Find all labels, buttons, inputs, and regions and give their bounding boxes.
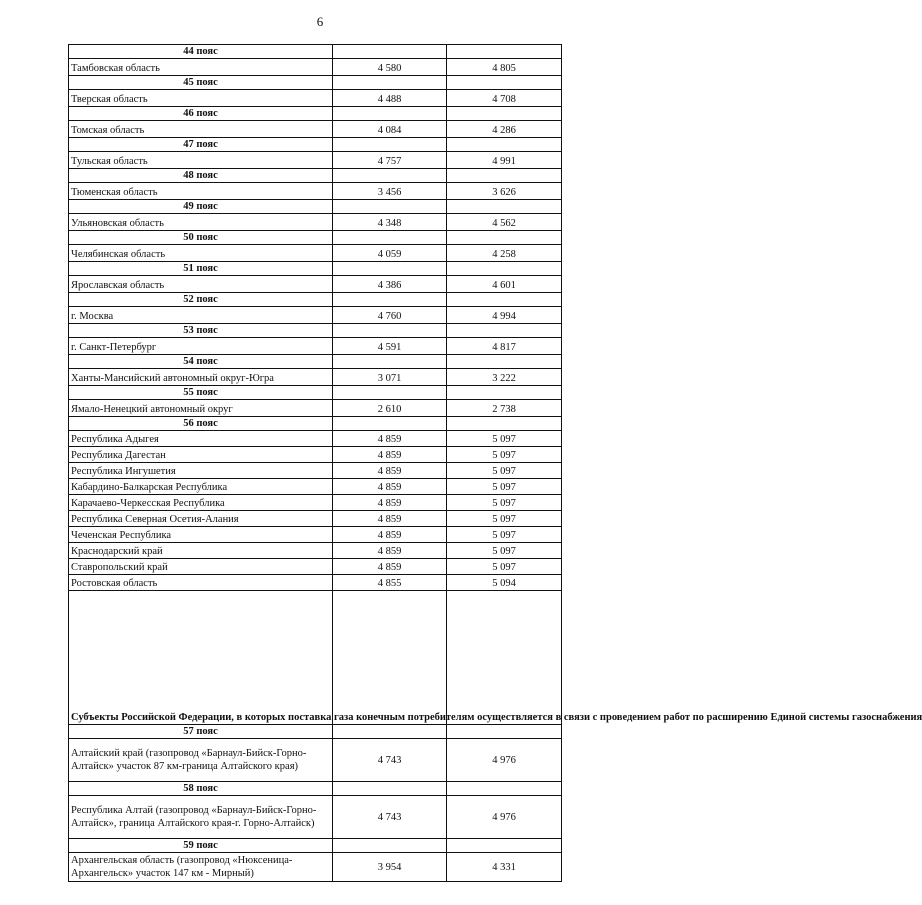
region-name: Ямало-Ненецкий автономный округ — [69, 400, 333, 417]
table-row — [69, 543, 562, 559]
zone-empty-cell — [333, 262, 447, 276]
region-name: Челябинская область — [69, 245, 333, 262]
region-name: Республика Дагестан — [69, 447, 333, 463]
price-value-1: 4 859 — [333, 495, 447, 511]
zone-label: 50 пояс — [69, 231, 333, 245]
region-name: Республика Алтай (газопровод «Барнаул-Бийск-Горно-Алтайск», граница Алтайского края-г. Горно-Алтайск) — [69, 796, 333, 839]
table-row — [69, 338, 562, 355]
price-value-2: 5 097 — [447, 495, 562, 511]
price-value-2: 3 222 — [447, 369, 562, 386]
table-row — [69, 479, 562, 495]
zone-empty-cell — [333, 76, 447, 90]
table-row — [69, 796, 562, 839]
table-row — [69, 400, 562, 417]
zone-label: 59 пояс — [69, 839, 333, 853]
zone-empty-cell — [333, 200, 447, 214]
price-value-2: 5 097 — [447, 431, 562, 447]
zone-label: 57 пояс — [69, 725, 333, 739]
price-value-2: 5 097 — [447, 511, 562, 527]
zone-label: 56 пояс — [69, 417, 333, 431]
table-row — [69, 276, 562, 293]
price-value-1: 4 859 — [333, 511, 447, 527]
region-name: Ульяновская область — [69, 214, 333, 231]
price-value-2: 4 976 — [447, 739, 562, 782]
table-row — [69, 214, 562, 231]
zone-header-row — [69, 262, 562, 276]
zone-label: 46 пояс — [69, 107, 333, 121]
subjects-heading-col3 — [447, 591, 562, 725]
region-name: Ставропольский край — [69, 559, 333, 575]
price-value-1: 4 855 — [333, 575, 447, 591]
zone-empty-cell — [333, 231, 447, 245]
table-row — [69, 121, 562, 138]
table-row — [69, 90, 562, 107]
zone-empty-cell — [333, 355, 447, 369]
zone-header-row — [69, 324, 562, 338]
table-row — [69, 739, 562, 782]
region-name: Ярославская область — [69, 276, 333, 293]
price-value-1: 4 580 — [333, 59, 447, 76]
zone-header-row — [69, 417, 562, 431]
zone-empty-cell — [333, 293, 447, 307]
table-row — [69, 369, 562, 386]
price-value-2: 4 805 — [447, 59, 562, 76]
zone-empty-cell — [333, 138, 447, 152]
zone-empty-cell — [333, 417, 447, 431]
region-name: Тамбовская область — [69, 59, 333, 76]
price-value-2: 4 258 — [447, 245, 562, 262]
price-value-2: 5 097 — [447, 479, 562, 495]
zone-empty-cell — [447, 355, 562, 369]
zone-label: 52 пояс — [69, 293, 333, 307]
zone-label: 44 пояс — [69, 45, 333, 59]
zone-empty-cell — [447, 782, 562, 796]
zone-empty-cell — [447, 107, 562, 121]
table-row — [69, 527, 562, 543]
table-row — [69, 307, 562, 324]
zone-header-row — [69, 138, 562, 152]
price-value-2: 5 097 — [447, 559, 562, 575]
region-name: Архангельская область (газопровод «Нюксеница-Архангельск» участок 147 км - Мирный) — [69, 853, 333, 882]
zone-empty-cell — [447, 293, 562, 307]
zone-empty-cell — [333, 107, 447, 121]
zone-header-row — [69, 231, 562, 245]
zone-header-row — [69, 76, 562, 90]
region-name: Томская область — [69, 121, 333, 138]
zone-empty-cell — [447, 231, 562, 245]
price-value-1: 4 743 — [333, 796, 447, 839]
zone-empty-cell — [447, 76, 562, 90]
zone-empty-cell — [333, 386, 447, 400]
zone-label: 47 пояс — [69, 138, 333, 152]
region-name: Ханты-Мансийский автономный округ-Югра — [69, 369, 333, 386]
price-value-1: 4 859 — [333, 479, 447, 495]
zone-header-row — [69, 169, 562, 183]
zone-empty-cell — [447, 200, 562, 214]
page-number: 6 — [316, 14, 324, 29]
zone-empty-cell — [447, 839, 562, 853]
price-value-1: 4 757 — [333, 152, 447, 169]
zone-label: 55 пояс — [69, 386, 333, 400]
region-name: Краснодарский край — [69, 543, 333, 559]
region-name: Тюменская область — [69, 183, 333, 200]
region-name: Карачаево-Черкесская Республика — [69, 495, 333, 511]
table-row — [69, 463, 562, 479]
price-value-1: 4 386 — [333, 276, 447, 293]
zone-label: 58 пояс — [69, 782, 333, 796]
price-value-2: 4 991 — [447, 152, 562, 169]
price-value-1: 4 059 — [333, 245, 447, 262]
zone-label: 45 пояс — [69, 76, 333, 90]
zone-header-row — [69, 839, 562, 853]
price-value-2: 4 976 — [447, 796, 562, 839]
price-value-1: 4 859 — [333, 447, 447, 463]
zone-header-row — [69, 107, 562, 121]
zone-empty-cell — [447, 725, 562, 739]
region-name: Кабардино-Балкарская Республика — [69, 479, 333, 495]
price-value-1: 4 084 — [333, 121, 447, 138]
region-name: Алтайский край (газопровод «Барнаул-Бийск-Горно-Алтайск» участок 87 км-граница Алтайского края) — [69, 739, 333, 782]
price-value-2: 4 708 — [447, 90, 562, 107]
region-name: Чеченская Республика — [69, 527, 333, 543]
zone-header-row — [69, 782, 562, 796]
subjects-heading-col2 — [333, 591, 447, 725]
zone-empty-cell — [333, 782, 447, 796]
zone-empty-cell — [447, 262, 562, 276]
subjects-heading: Субъекты Российской Федерации, в которых поставка газа конечным потребителям осуществляется в связи с проведением работ по расширению Единой системы газоснабжения — [69, 591, 333, 725]
zone-empty-cell — [333, 725, 447, 739]
zone-label: 51 пояс — [69, 262, 333, 276]
zone-empty-cell — [447, 386, 562, 400]
region-name: г. Москва — [69, 307, 333, 324]
price-value-2: 4 817 — [447, 338, 562, 355]
price-value-2: 3 626 — [447, 183, 562, 200]
region-name: Тульская область — [69, 152, 333, 169]
price-value-1: 4 859 — [333, 527, 447, 543]
price-value-1: 4 743 — [333, 739, 447, 782]
region-name: Тверская область — [69, 90, 333, 107]
price-value-1: 4 859 — [333, 543, 447, 559]
price-value-1: 3 071 — [333, 369, 447, 386]
zone-empty-cell — [447, 169, 562, 183]
region-name: Республика Северная Осетия-Алания — [69, 511, 333, 527]
price-value-2: 4 286 — [447, 121, 562, 138]
region-name: г. Санкт-Петербург — [69, 338, 333, 355]
zone-empty-cell — [447, 417, 562, 431]
price-value-1: 4 591 — [333, 338, 447, 355]
zone-empty-cell — [333, 839, 447, 853]
price-value-2: 4 994 — [447, 307, 562, 324]
zone-empty-cell — [447, 324, 562, 338]
zone-label: 54 пояс — [69, 355, 333, 369]
price-value-1: 4 859 — [333, 559, 447, 575]
zone-header-row — [69, 200, 562, 214]
zone-label: 49 пояс — [69, 200, 333, 214]
price-value-2: 5 097 — [447, 447, 562, 463]
table-row — [69, 575, 562, 591]
table-row — [69, 559, 562, 575]
table-row — [69, 495, 562, 511]
zone-empty-cell — [333, 324, 447, 338]
price-value-2: 5 097 — [447, 463, 562, 479]
price-value-1: 4 760 — [333, 307, 447, 324]
region-name: Республика Ингушетия — [69, 463, 333, 479]
table-row — [69, 152, 562, 169]
price-value-2: 5 097 — [447, 543, 562, 559]
table-row — [69, 59, 562, 76]
table-row — [69, 447, 562, 463]
zone-header-row — [69, 386, 562, 400]
price-value-1: 3 456 — [333, 183, 447, 200]
zone-label: 48 пояс — [69, 169, 333, 183]
price-value-1: 2 610 — [333, 400, 447, 417]
table-row — [69, 853, 562, 882]
zone-header-row — [69, 355, 562, 369]
price-value-1: 4 488 — [333, 90, 447, 107]
zone-empty-cell — [447, 138, 562, 152]
price-value-2: 4 331 — [447, 853, 562, 882]
price-value-2: 5 097 — [447, 527, 562, 543]
zone-empty-cell — [333, 45, 447, 59]
price-value-2: 4 601 — [447, 276, 562, 293]
region-name: Республика Адыгея — [69, 431, 333, 447]
zone-empty-cell — [333, 169, 447, 183]
zone-label: 53 пояс — [69, 324, 333, 338]
price-value-2: 4 562 — [447, 214, 562, 231]
table-row — [69, 431, 562, 447]
zone-header-row — [69, 45, 562, 59]
price-value-1: 4 859 — [333, 463, 447, 479]
price-value-2: 5 094 — [447, 575, 562, 591]
table-row — [69, 245, 562, 262]
price-value-2: 2 738 — [447, 400, 562, 417]
table-row — [69, 183, 562, 200]
table-row — [69, 511, 562, 527]
tariff-table — [68, 44, 922, 882]
zone-empty-cell — [447, 45, 562, 59]
price-value-1: 3 954 — [333, 853, 447, 882]
zone-header-row — [69, 293, 562, 307]
price-value-1: 4 859 — [333, 431, 447, 447]
zone-header-row — [69, 725, 562, 739]
region-name: Ростовская область — [69, 575, 333, 591]
price-value-1: 4 348 — [333, 214, 447, 231]
